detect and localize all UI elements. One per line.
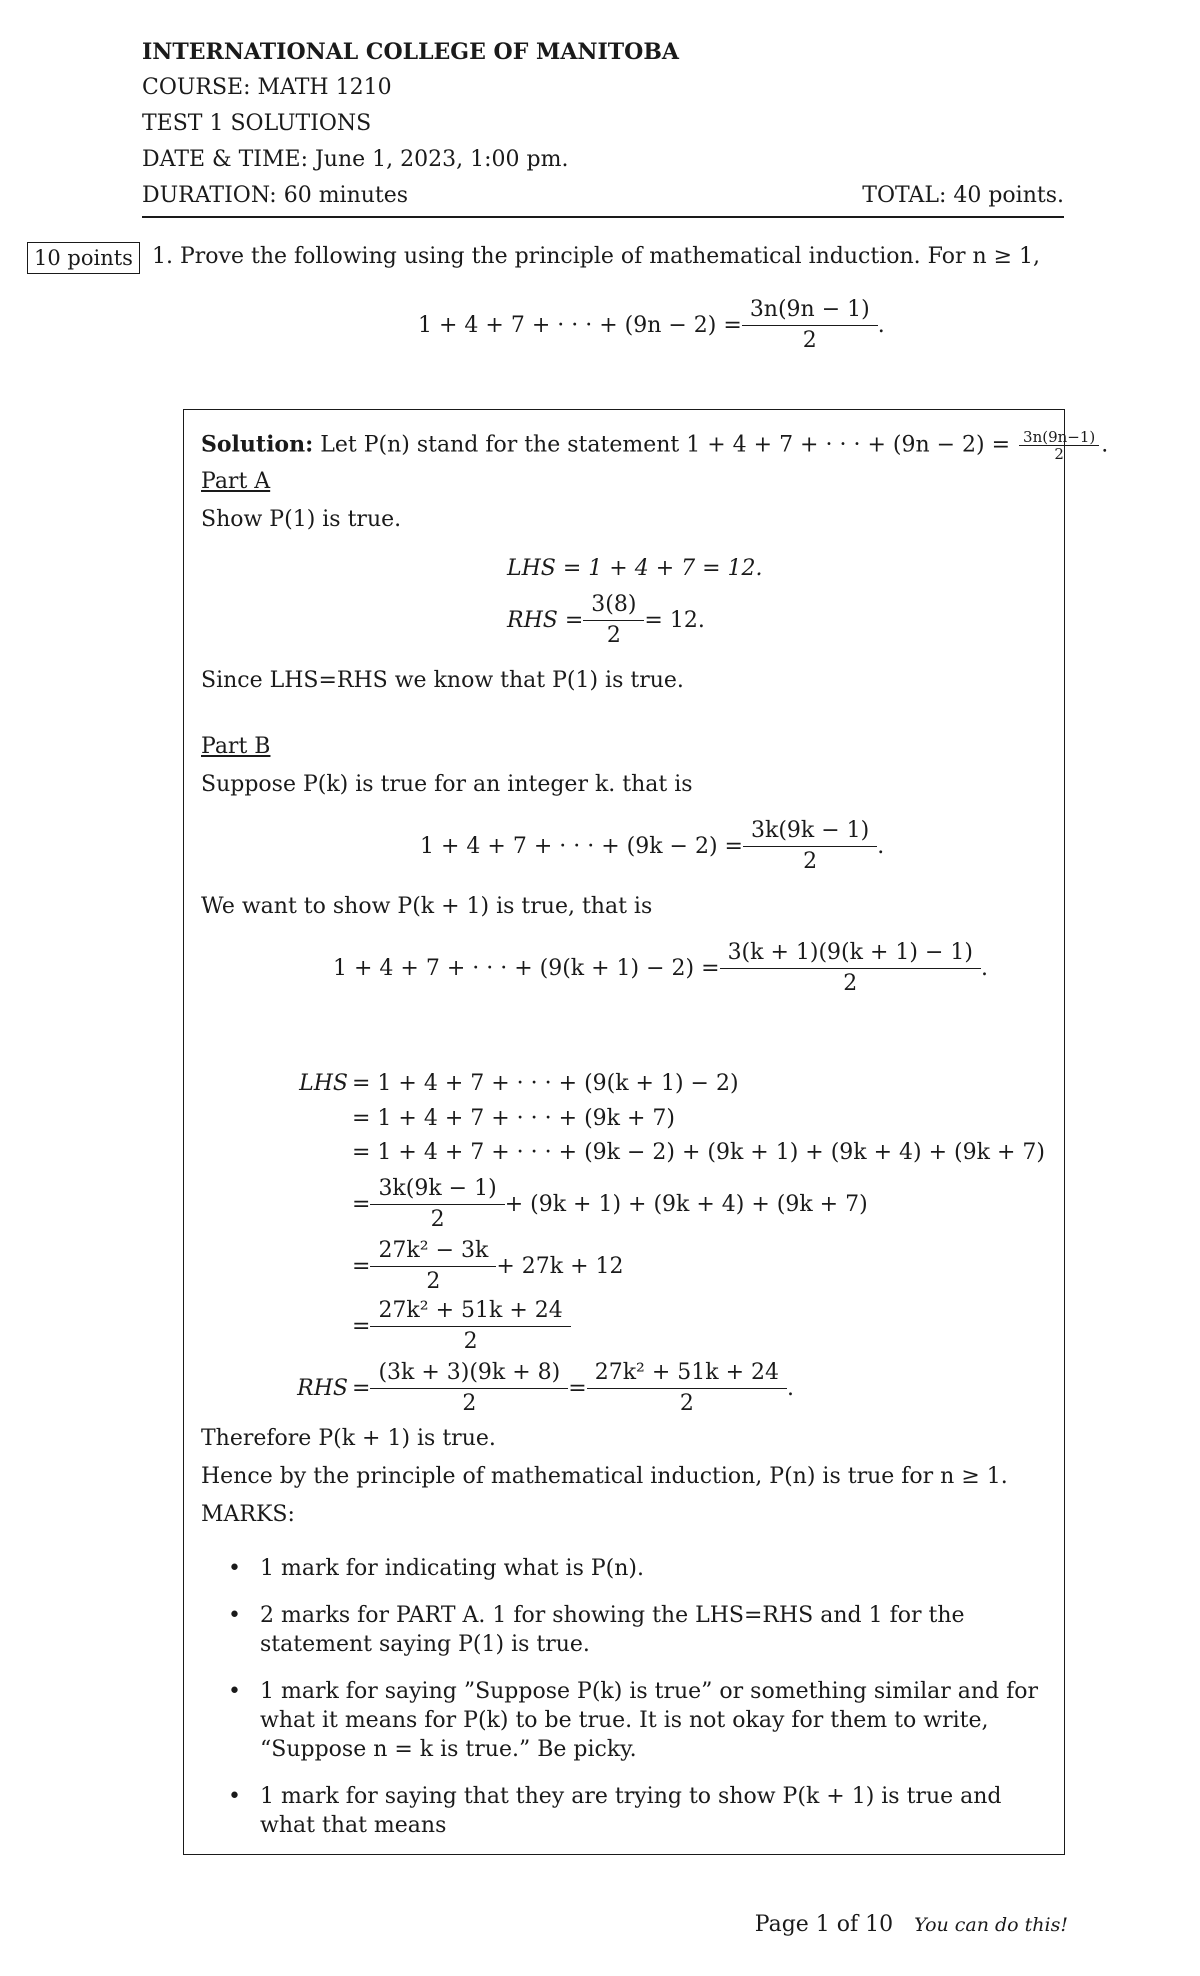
question-equation xyxy=(418,297,885,354)
fraction-numerator: 27k² + 51k + 24 xyxy=(594,1360,780,1385)
fraction-denominator: 2 xyxy=(370,1204,504,1233)
fraction-denominator: 2 xyxy=(370,1388,568,1417)
fraction-denominator: 2 xyxy=(743,846,877,875)
fraction-denominator: 2 xyxy=(587,1388,787,1417)
marks-list xyxy=(220,1554,1050,1858)
equation-period: . xyxy=(787,1376,795,1401)
rhs-label: RHS = xyxy=(507,608,584,633)
hence-line: Hence by the principle of mathematical induction, P(n) is true for n ≥ 1. xyxy=(201,1464,1008,1489)
fraction-numerator: 27k² + 51k + 24 xyxy=(378,1298,563,1323)
equals-sign: = xyxy=(352,1314,371,1339)
calc-rhs-line xyxy=(290,1360,794,1417)
calc-line-6 xyxy=(348,1298,571,1355)
question-eq-lhs: 1 + 4 + 7 + · · · + (9n − 2) = xyxy=(418,313,742,338)
part-b-eq2-fraction xyxy=(724,940,977,997)
fraction-denominator: 2 xyxy=(742,325,878,354)
footer-tagline: You can do this! xyxy=(914,1914,1068,1936)
document-header xyxy=(142,34,1064,218)
calc-expression: + (9k + 1) + (9k + 4) + (9k + 7) xyxy=(504,1192,868,1217)
marks-list-item: • 2 marks for PART A. 1 for showing the LHS=RHS and 1 for the statement saying P(1) is true. xyxy=(220,1601,1050,1659)
page-number: Page 1 of 10 xyxy=(754,1912,894,1937)
part-a-title: Part A xyxy=(201,469,271,494)
institution-name: INTERNATIONAL COLLEGE OF MANITOBA xyxy=(142,39,679,65)
marks-list-item: • 1 mark for saying that they are trying to show P(k + 1) is true and what that means xyxy=(220,1782,1050,1840)
fraction-numerator: 3n(9n − 1) xyxy=(749,297,870,322)
calc-line-4-fraction xyxy=(374,1176,500,1233)
marks-list-item: • 1 mark for saying ”Suppose P(k) is true” or something similar and for what it means for P(k) to be true. It is not okay for them to write, “Suppose n = k is true.” Be picky. xyxy=(220,1677,1050,1764)
solution-label: Solution: xyxy=(201,431,314,458)
points-badge: 10 points xyxy=(27,242,140,274)
calc-rhs-fraction-2 xyxy=(591,1360,783,1417)
equation-lhs: 1 + 4 + 7 + · · · + (9(k + 1) − 2) = xyxy=(333,956,720,981)
part-b-suppose: Suppose P(k) is true for an integer k. that is xyxy=(201,772,693,797)
calc-expression: = 1 + 4 + 7 + · · · + (9k + 7) xyxy=(352,1106,675,1131)
calc-line-5 xyxy=(348,1238,624,1295)
equals-sign: = xyxy=(568,1376,587,1401)
page-footer xyxy=(755,1912,1068,1937)
test-title: TEST 1 SOLUTIONS xyxy=(142,111,372,136)
part-a-show: Show P(1) is true. xyxy=(201,507,402,532)
lhs-label: LHS xyxy=(299,1071,348,1096)
solution-intro-fraction xyxy=(1021,429,1097,462)
header-rule xyxy=(142,216,1064,218)
fraction-denominator: 2 xyxy=(720,968,981,997)
calc-expression: + 27k + 12 xyxy=(496,1254,624,1279)
question-eq-fraction xyxy=(746,297,874,354)
part-a-rhs xyxy=(507,592,705,649)
calc-expression: = 1 + 4 + 7 + · · · + (9k − 2) + (9k + 1) + (9k + 4) + (9k + 7) xyxy=(352,1140,1045,1165)
fraction-denominator: 2 xyxy=(370,1326,570,1355)
equation-lhs: 1 + 4 + 7 + · · · + (9k − 2) = xyxy=(420,834,743,859)
fraction-denominator: 2 xyxy=(370,1266,496,1295)
calc-line-5-fraction xyxy=(374,1238,492,1295)
part-a-since: Since LHS=RHS we know that P(1) is true. xyxy=(201,668,684,693)
course-line: COURSE: MATH 1210 xyxy=(142,75,392,100)
part-b-title: Part B xyxy=(201,734,271,759)
calc-rhs-fraction-1 xyxy=(374,1360,564,1417)
question-text: 1. Prove the following using the principle of mathematical induction. For n ≥ 1, xyxy=(152,244,1041,269)
therefore-line: Therefore P(k + 1) is true. xyxy=(201,1426,496,1451)
fraction-numerator: 3k(9k − 1) xyxy=(750,818,870,843)
fraction-numerator: 3(8) xyxy=(591,592,637,617)
marks-list-item: • 1 mark for indicating what is P(n). xyxy=(220,1554,1050,1583)
equals-sign: = xyxy=(352,1192,371,1217)
part-b-eq1-fraction xyxy=(747,818,873,875)
duration-line: DURATION: 60 minutes xyxy=(142,183,409,208)
calc-line-3 xyxy=(348,1140,1045,1165)
calc-expression: = 1 + 4 + 7 + · · · + (9(k + 1) − 2) xyxy=(352,1071,739,1096)
equation-period: . xyxy=(877,834,885,859)
solution-intro xyxy=(201,429,1108,462)
part-a-lhs: LHS = 1 + 4 + 7 = 12. xyxy=(507,556,763,581)
fraction-numerator: 3n(9n−1) xyxy=(1023,428,1096,446)
equals-sign: = xyxy=(352,1254,371,1279)
duration-total-row xyxy=(142,178,1064,214)
part-b-equation-2 xyxy=(333,940,988,997)
total-points: TOTAL: 40 points. xyxy=(862,183,1064,208)
rhs-label: RHS xyxy=(297,1376,348,1401)
calc-line-2 xyxy=(348,1106,675,1131)
equals-sign: = xyxy=(352,1376,371,1401)
fraction-numerator: 3(k + 1)(9(k + 1) − 1) xyxy=(727,940,973,965)
solution-intro-text: Let P(n) stand for the statement 1 + 4 + 7 + · · · + (9n − 2) = xyxy=(320,432,1011,458)
calc-line-6-fraction xyxy=(374,1298,566,1355)
calc-line-1 xyxy=(290,1071,739,1096)
fraction-denominator: 2 xyxy=(1019,445,1099,462)
fraction-numerator: (3k + 3)(9k + 8) xyxy=(378,1360,561,1385)
equation-period: . xyxy=(877,313,885,338)
rhs-result: = 12. xyxy=(644,608,705,633)
intro-period: . xyxy=(1101,432,1109,458)
equation-period: . xyxy=(980,956,988,981)
fraction-numerator: 27k² − 3k xyxy=(378,1238,489,1263)
part-b-want: We want to show P(k + 1) is true, that is xyxy=(201,894,653,919)
fraction-denominator: 2 xyxy=(583,620,644,649)
part-a-rhs-fraction xyxy=(587,592,640,649)
date-time-line: DATE & TIME: June 1, 2023, 1:00 pm. xyxy=(142,147,569,172)
marks-title: MARKS: xyxy=(201,1502,295,1527)
part-b-equation-1 xyxy=(420,818,884,875)
calc-line-4 xyxy=(348,1176,868,1233)
fraction-numerator: 3k(9k − 1) xyxy=(378,1176,497,1201)
